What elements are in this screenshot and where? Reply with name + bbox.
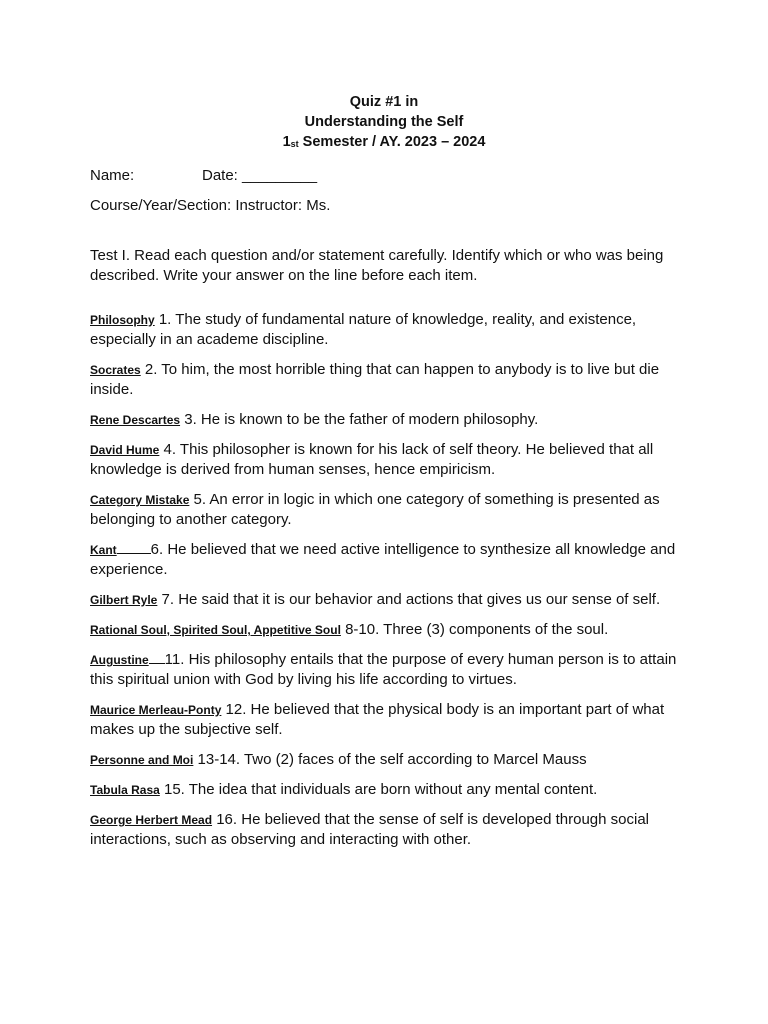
question-text: 15. The idea that individuals are born without any mental content. xyxy=(159,781,598,798)
answer-text: Kant xyxy=(90,543,117,557)
question-text: 5. An error in logic in which one category of something is presented as belonging to another category. xyxy=(90,491,660,528)
quiz-item xyxy=(90,700,678,740)
question-text: 2. To him, the most horrible thing that can happen to anybody is to live but die inside. xyxy=(90,361,660,398)
quiz-item xyxy=(90,440,678,480)
question-text: 12. He believed that the physical body is an important part of what makes up the subjective self. xyxy=(90,701,665,738)
question-text: 1. The study of fundamental nature of knowledge, reality, and existence, especially in an academe discipline. xyxy=(90,311,637,348)
answer-text: Category Mistake xyxy=(90,493,190,507)
name-label: Name: xyxy=(90,167,135,184)
semester-number: 1 xyxy=(282,134,291,150)
quiz-item xyxy=(90,810,678,850)
name-date-line xyxy=(90,166,678,186)
course-instructor-line: Course/Year/Section: Instructor: Ms. xyxy=(90,197,331,214)
semester-ordinal: st xyxy=(290,139,299,149)
title-line-3 xyxy=(90,132,678,154)
question-text: 7. He said that it is our behavior and actions that gives us our sense of self. xyxy=(157,591,661,608)
date-label: Date: _________ xyxy=(202,167,318,184)
answer-text: Rene Descartes xyxy=(90,413,181,427)
answer-text: Socrates xyxy=(90,363,141,377)
answer-blank xyxy=(117,541,151,554)
answer-text: Augustine xyxy=(90,653,149,667)
semester-year: Semester / AY. 2023 – 2024 xyxy=(298,134,486,150)
quiz-item xyxy=(90,410,678,430)
quiz-item xyxy=(90,540,678,580)
quiz-item xyxy=(90,360,678,400)
test-instructions: Test I. Read each question and/or statement carefully. Identify which or who was being described. Write your answer on the line before each item. xyxy=(90,247,664,284)
quiz-item xyxy=(90,780,678,800)
question-text: 11. His philosophy entails that the purpose of every human person is to attain this spiritual union with God by living his life according to virtues. xyxy=(90,651,677,688)
question-text: 4. This philosopher is known for his lack of self theory. He believed that all knowledge is derived from human senses, hence empiricism. xyxy=(90,441,654,478)
answer-text: George Herbert Mead xyxy=(90,813,213,827)
answer-text: Personne and Moi xyxy=(90,753,194,767)
answer-text: Tabula Rasa xyxy=(90,783,160,797)
quiz-item xyxy=(90,590,678,610)
answer-text: Philosophy xyxy=(90,313,155,327)
title-line-2: Understanding the Self xyxy=(304,114,464,130)
quiz-item xyxy=(90,650,678,690)
answer-text: Gilbert Ryle xyxy=(90,593,158,607)
quiz-item xyxy=(90,490,678,530)
answer-text: Maurice Merleau-Ponty xyxy=(90,703,222,717)
quiz-title xyxy=(90,92,678,154)
question-text: 16. He believed that the sense of self is developed through social interactions, such as observing and interacting with other. xyxy=(90,811,649,848)
quiz-item xyxy=(90,310,678,350)
question-text: 3. He is known to be the father of modern philosophy. xyxy=(180,411,539,428)
question-text: 8-10. Three (3) components of the soul. xyxy=(340,621,609,638)
answer-blank xyxy=(149,651,165,664)
quiz-item xyxy=(90,750,678,770)
quiz-item xyxy=(90,620,678,640)
answer-text: Rational Soul, Spirited Soul, Appetitive Soul xyxy=(90,623,341,637)
answer-text: David Hume xyxy=(90,443,160,457)
title-line-1: Quiz #1 in xyxy=(349,94,419,110)
question-text: 6. He believed that we need active intelligence to synthesize all knowledge and experience. xyxy=(90,541,676,578)
question-text: 13-14. Two (2) faces of the self according to Marcel Mauss xyxy=(193,751,587,768)
